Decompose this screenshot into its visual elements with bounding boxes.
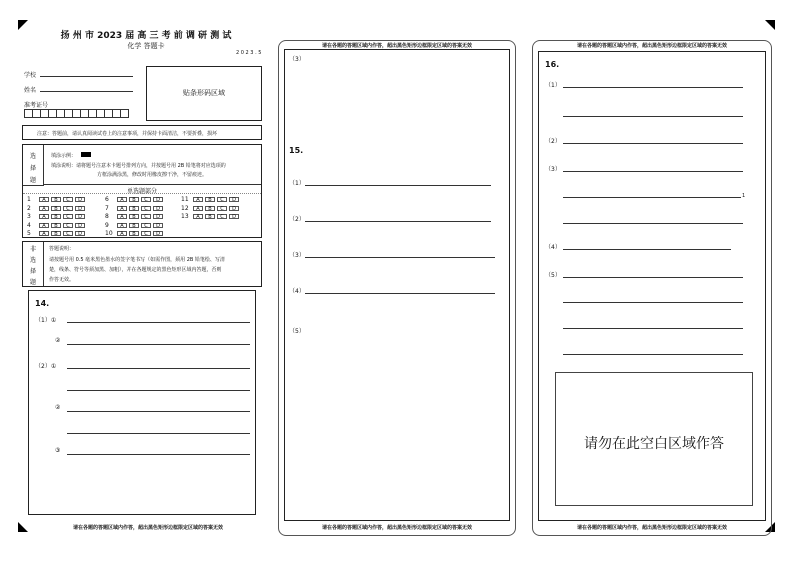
nonmcq-text-3: 作答无效。 [49, 277, 75, 283]
mcq-heading-rule [23, 193, 261, 194]
barcode-label: 贴条形码区域 [183, 89, 225, 97]
mcq-question-13 [181, 212, 241, 221]
answer-line[interactable] [563, 223, 743, 224]
name-field[interactable] [40, 91, 133, 92]
mcq-question-number: 6 [105, 196, 109, 203]
q15-part4-label: （4） [289, 288, 305, 295]
mcq-question-number: 12 [181, 204, 189, 212]
superscript-mark: 1 [742, 193, 746, 199]
mcq-question-number: 11 [181, 196, 189, 203]
exam-id-label: 准考证号 [24, 102, 49, 109]
answer-line[interactable] [67, 368, 250, 369]
mcq-option-bubble[interactable]: B [129, 197, 139, 202]
mcq-option-bubble[interactable]: D [75, 231, 85, 236]
q15-part3-label: （3） [289, 252, 305, 259]
mcq-option-bubble[interactable]: B [205, 214, 215, 219]
answer-line[interactable] [563, 87, 743, 88]
answer-line[interactable] [563, 249, 731, 250]
school-label: 学校 [24, 72, 37, 79]
mcq-divider [43, 184, 261, 185]
exam-id-boxes[interactable] [24, 109, 128, 118]
mcq-option-bubble[interactable]: D [153, 214, 163, 219]
mcq-heading: 单选题部分 [126, 188, 157, 195]
q14-part3-label: （3） [289, 56, 305, 63]
mcq-option-bubble[interactable]: C [63, 214, 73, 219]
mcq-option-bubble[interactable]: B [51, 206, 61, 211]
school-field[interactable] [40, 76, 133, 77]
mcq-option-bubble[interactable]: A [117, 231, 127, 236]
mcq-option-bubble[interactable]: A [39, 206, 49, 211]
q14-part1-2-label: ② [55, 337, 61, 344]
mcq-side-label [23, 145, 44, 186]
mcq-option-bubble[interactable]: C [217, 214, 227, 219]
mcq-question-number: 7 [105, 204, 109, 212]
mcq-option-bubble[interactable]: A [117, 197, 127, 202]
mcq-option-bubble[interactable]: B [129, 231, 139, 236]
nonmcq-side-char: 题 [29, 279, 36, 286]
warning-bar-col3-top: 请在各题的答题区域内作答，超出黑色矩形边框限定区域的答案无效 [576, 43, 727, 49]
q15-part1-label: （1） [289, 180, 305, 187]
mcq-question-5 [27, 229, 87, 238]
mcq-option-bubble[interactable]: D [153, 231, 163, 236]
mcq-option-bubble[interactable]: B [51, 231, 61, 236]
mcq-question-number: 1 [27, 196, 31, 203]
barcode-area [146, 66, 262, 121]
mcq-option-bubble[interactable]: B [129, 214, 139, 219]
q15-number: 15. [289, 146, 304, 155]
mcq-option-bubble[interactable]: C [217, 197, 227, 202]
mcq-option-bubble[interactable]: D [153, 206, 163, 211]
nonmcq-side-char: 选 [29, 257, 36, 264]
answer-line[interactable] [305, 185, 491, 186]
q15-part5-label: （5） [289, 328, 305, 335]
mcq-option-bubble[interactable]: A [193, 197, 203, 202]
q14-part1-label: （1）① [35, 317, 57, 324]
mcq-question-number: 13 [181, 213, 189, 220]
mcq-option-bubble[interactable]: A [117, 214, 127, 219]
answer-line[interactable] [563, 277, 743, 278]
mcq-question-number: 8 [105, 213, 109, 220]
mcq-option-bubble[interactable]: B [129, 223, 139, 228]
mcq-option-bubble[interactable]: B [205, 197, 215, 202]
page-title: 扬 州 市 2023 届 高 三 考 前 调 研 测 试 [60, 31, 232, 41]
mcq-option-bubble[interactable]: C [141, 206, 151, 211]
answer-line[interactable] [305, 257, 495, 258]
q16-part2-label: （2） [545, 138, 561, 145]
q14-number: 14. [35, 299, 50, 308]
warning-bar-col1: 请在各题的答题区域内作答，超出黑色矩形边框限定区域的答案无效 [72, 525, 223, 531]
answer-line[interactable] [563, 197, 741, 198]
mcq-option-bubble[interactable]: C [63, 206, 73, 211]
corner-mark-bottom-left [18, 522, 28, 532]
nonmcq-heading: 答题说明： [49, 246, 75, 252]
answer-line[interactable] [67, 454, 250, 455]
mcq-option-bubble[interactable]: A [117, 206, 127, 211]
warning-bar-col2-top: 请在各题的答题区域内作答，超出黑色矩形边框限定区域的答案无效 [321, 43, 472, 49]
answer-line[interactable] [563, 171, 743, 172]
answer-line[interactable] [67, 390, 250, 391]
answer-line[interactable] [305, 293, 495, 294]
fill-example-label: 填涂示例： [51, 153, 77, 159]
q14-part2-2-label: ② [55, 404, 61, 411]
mcq-side-char: 题 [29, 177, 36, 184]
nonmcq-text-1: 请按题号用 0.5 毫米黑色墨水的签字笔书写（如需作图，须用 2B 铅笔绘、写清 [49, 257, 225, 263]
mcq-side-char: 选 [29, 153, 36, 160]
mcq-question-number: 2 [27, 204, 31, 212]
mcq-option-bubble[interactable]: A [117, 223, 127, 228]
mcq-option-bubble[interactable]: D [75, 206, 85, 211]
mcq-option-bubble[interactable]: D [75, 223, 85, 228]
mcq-option-bubble[interactable]: D [75, 197, 85, 202]
mcq-question-number: 5 [27, 230, 31, 237]
mcq-question-number: 10 [105, 230, 113, 237]
answer-line[interactable] [305, 221, 491, 222]
mcq-option-bubble[interactable]: A [193, 214, 203, 219]
nonmcq-side-label [23, 242, 44, 286]
mcq-option-bubble[interactable]: B [205, 206, 215, 211]
fill-example-mark [81, 152, 91, 157]
mcq-option-bubble[interactable]: A [193, 206, 203, 211]
q16-part5-label: （5） [545, 272, 561, 279]
q16-part4-label: （4） [545, 244, 561, 251]
mcq-option-bubble[interactable]: D [75, 214, 85, 219]
answer-line[interactable] [563, 328, 743, 329]
mcq-option-bubble[interactable]: C [63, 197, 73, 202]
mcq-question-number: 4 [27, 221, 31, 229]
nonmcq-side-char: 择 [29, 268, 36, 275]
warning-bar-col2-bottom: 请在各题的答题区域内作答，超出黑色矩形边框限定区域的答案无效 [321, 525, 472, 531]
mcq-option-bubble[interactable]: D [229, 214, 239, 219]
exam-date: 2 0 2 3 . 5 [236, 50, 262, 56]
q16-part1-label: （1） [545, 82, 561, 89]
mcq-option-bubble[interactable]: D [153, 223, 163, 228]
mcq-question-10 [105, 229, 165, 238]
answer-line[interactable] [67, 344, 250, 345]
mcq-option-bubble[interactable]: B [51, 214, 61, 219]
mcq-option-bubble[interactable]: C [141, 197, 151, 202]
notice-box [22, 125, 262, 140]
mcq-option-bubble[interactable]: A [39, 223, 49, 228]
mcq-question-number: 9 [105, 221, 109, 229]
mcq-option-bubble[interactable]: A [39, 214, 49, 219]
corner-mark-top-left [18, 20, 28, 30]
mcq-option-bubble[interactable]: C [63, 223, 73, 228]
answer-line[interactable] [563, 302, 743, 303]
mcq-side-char: 择 [29, 165, 36, 172]
mcq-option-bubble[interactable]: C [217, 206, 227, 211]
mcq-option-bubble[interactable]: C [141, 214, 151, 219]
fill-instructions-2: 方框涂满涂黑，修改时用橡皮擦干净，不留痕迹。 [97, 172, 208, 178]
q16-answer-area[interactable] [538, 51, 766, 521]
nonmcq-section [22, 241, 262, 287]
q15-answer-area[interactable] [284, 49, 510, 521]
q15-part2-label: （2） [289, 216, 305, 223]
mcq-option-bubble[interactable]: B [129, 206, 139, 211]
mcq-option-bubble[interactable]: D [153, 197, 163, 202]
mcq-option-bubble[interactable]: A [39, 231, 49, 236]
warning-bar-col3-bottom: 请在各题的答题区域内作答，超出黑色矩形边框限定区域的答案无效 [576, 525, 727, 531]
q14-part2-label: （2）① [35, 363, 57, 370]
nonmcq-side-char: 非 [29, 246, 36, 253]
mcq-option-bubble[interactable]: C [63, 231, 73, 236]
mcq-question-number: 3 [27, 213, 31, 220]
answer-line[interactable] [563, 116, 743, 117]
q14-answer-area[interactable] [28, 290, 256, 515]
answer-line[interactable] [67, 433, 250, 434]
answer-line[interactable] [67, 322, 250, 323]
q14-part2-3-label: ③ [55, 447, 61, 454]
mcq-option-bubble[interactable]: D [229, 197, 239, 202]
answer-line[interactable] [67, 411, 250, 412]
mcq-option-bubble[interactable]: B [51, 223, 61, 228]
answer-line[interactable] [563, 143, 743, 144]
mcq-option-bubble[interactable]: C [141, 223, 151, 228]
mcq-section [22, 144, 262, 238]
mcq-option-bubble[interactable]: C [141, 231, 151, 236]
q16-number: 16. [545, 60, 560, 69]
mcq-option-bubble[interactable]: D [229, 206, 239, 211]
nonmcq-text-2: 楚，线条、符号等须加黑、加粗），并在各题规定的黑色矩形区域内答题，否则 [49, 267, 222, 273]
answer-line[interactable] [563, 354, 743, 355]
page-subtitle: 化学 答题卡 [127, 42, 165, 50]
mcq-option-bubble[interactable]: B [51, 197, 61, 202]
no-answer-zone-text: 请勿在此空白区域作答 [584, 436, 724, 452]
corner-mark-top-right [765, 20, 775, 30]
name-label: 姓名 [24, 87, 37, 94]
q16-part3-label: （3） [545, 166, 561, 173]
notice-text: 注意：答题前，请认真阅读试卷上的注意事项，并保持卡面清洁，不要折叠，损坏 [37, 131, 218, 137]
no-answer-zone [555, 372, 753, 506]
mcq-option-bubble[interactable]: A [39, 197, 49, 202]
fill-instructions-1: 填涂说明：请将题号注意本卡题号排列方向，并按题号用 2B 铅笔将对应选项的 [51, 163, 226, 169]
